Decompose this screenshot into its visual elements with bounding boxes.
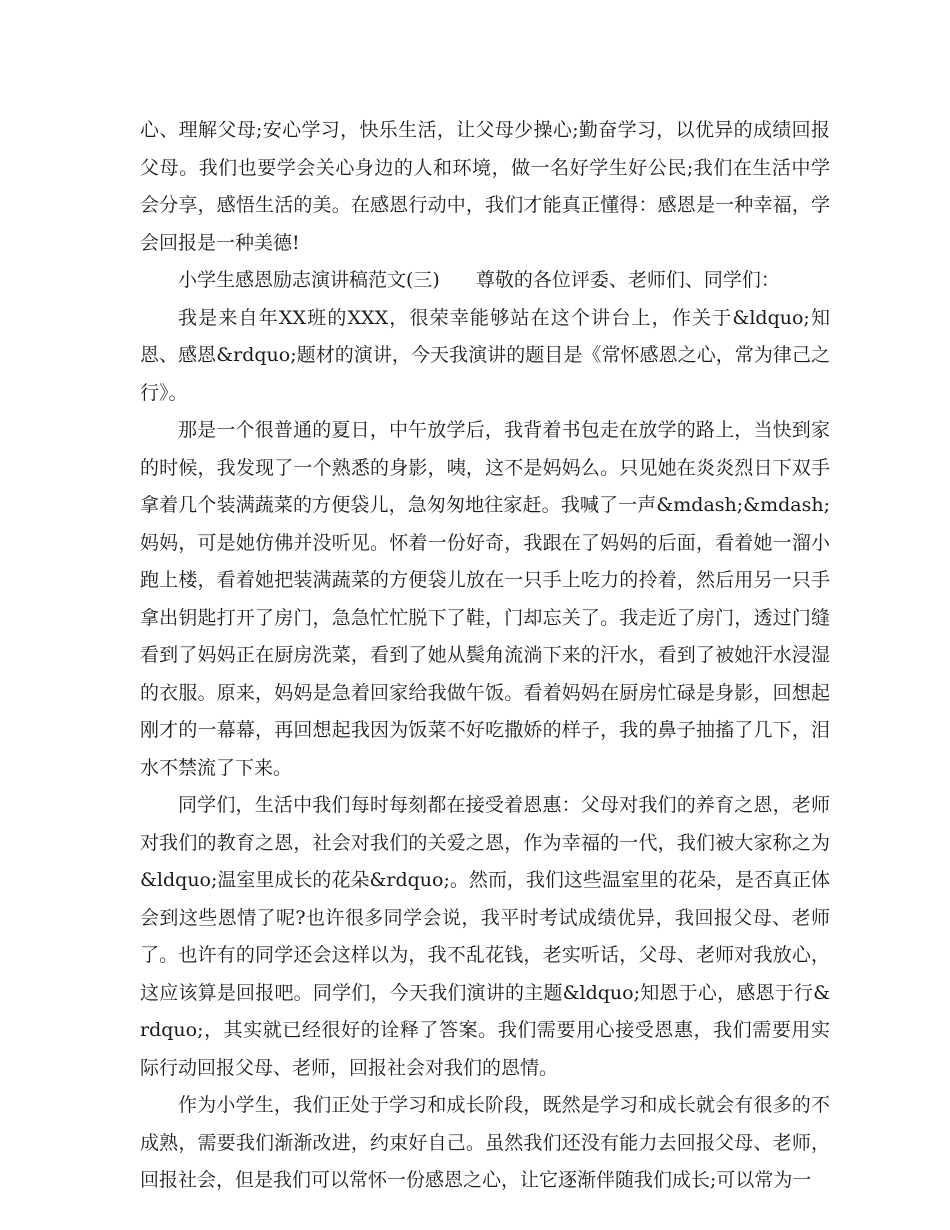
speech-title: 小学生感恩励志演讲稿范文(三): [178, 269, 440, 291]
paragraph-classmates: 同学们，生活中我们每时每刻都在接受着恩惠：父母对我们的养育之恩，老师对我们的教育之恩，社会对我们的关爱之恩，作为幸福的一代，我们被大家称之为&ldquo;温室里成长的花朵&rdquo;。然而，我们这些温室里的花朵，是否真正体会到这些恩情了呢?也许很多同学会说，我平时考试成绩优异，我回报父母、老师了。也许有的同学还会这样以为，我不乱花钱，老实听话，父母、老师对我放心，这应该算是回报吧。同学们，今天我们演讲的主题&ldquo;知恩于心，感恩于行&rdquo;，其实就已经很好的诠释了答案。我们需要用心接受恩惠，我们需要用实际行动回报父母、老师，回报社会对我们的恩情。: [140, 794, 830, 1079]
speech-salutation: 尊敬的各位评委、老师们、同学们：: [475, 269, 780, 291]
paragraph-intro: 我是来自年XX班的XXX，很荣幸能够站在这个讲台上，作关于&ldquo;知恩、感恩&rdquo;题材的演讲，今天我演讲的题目是《常怀感恩之心，常为律己之行》。: [140, 306, 830, 404]
paragraph-continuation: 心、理解父母;安心学习，快乐生活，让父母少操心;勤奋学习，以优异的成绩回报父母。我们也要学会关心身边的人和环境，做一名好学生好公民;我们在生活中学会分享，感悟生活的美。在感恩行动中，我们才能真正懂得：感恩是一种幸福，学会回报是一种美德!: [140, 119, 830, 254]
paragraph-story: 那是一个很普通的夏日，中午放学后，我背着书包走在放学的路上，当快到家的时候，我发现了一个熟悉的身影，咦，这不是妈妈么。只见她在炎炎烈日下双手拿着几个装满蔬菜的方便袋儿，急匆匆地往家赶。我喊了一声&mdash;&mdash;妈妈，可是她仿佛并没听见。怀着一份好奇，我跟在了妈妈的后面，看着她一溜小跑上楼，看着她把装满蔬菜的方便袋儿放在一只手上吃力的拎着，然后用另一只手拿出钥匙打开了房门，急急忙忙脱下了鞋，门却忘关了。我走近了房门，透过门缝看到了妈妈正在厨房洗菜，看到了她从鬓角流淌下来的汗水，看到了被她汗水浸湿的衣服。原来，妈妈是急着回家给我做午饭。看着妈妈在厨房忙碌是身影，回想起刚才的一幕幕，再回想起我因为饭菜不好吃撒娇的样子，我的鼻子抽搐了几下，泪水不禁流了下来。: [140, 419, 830, 779]
document-body: [140, 112, 830, 1200]
paragraph-students: 作为小学生，我们正处于学习和成长阶段，既然是学习和成长就会有很多的不成熟，需要我们渐渐改进，约束好自己。虽然我们还没有能力去回报父母、老师，回报社会，但是我们可以常怀一份感恩之心，让它逐渐伴随我们成长;可以常为一: [140, 1094, 830, 1191]
speech-heading: [140, 262, 830, 300]
